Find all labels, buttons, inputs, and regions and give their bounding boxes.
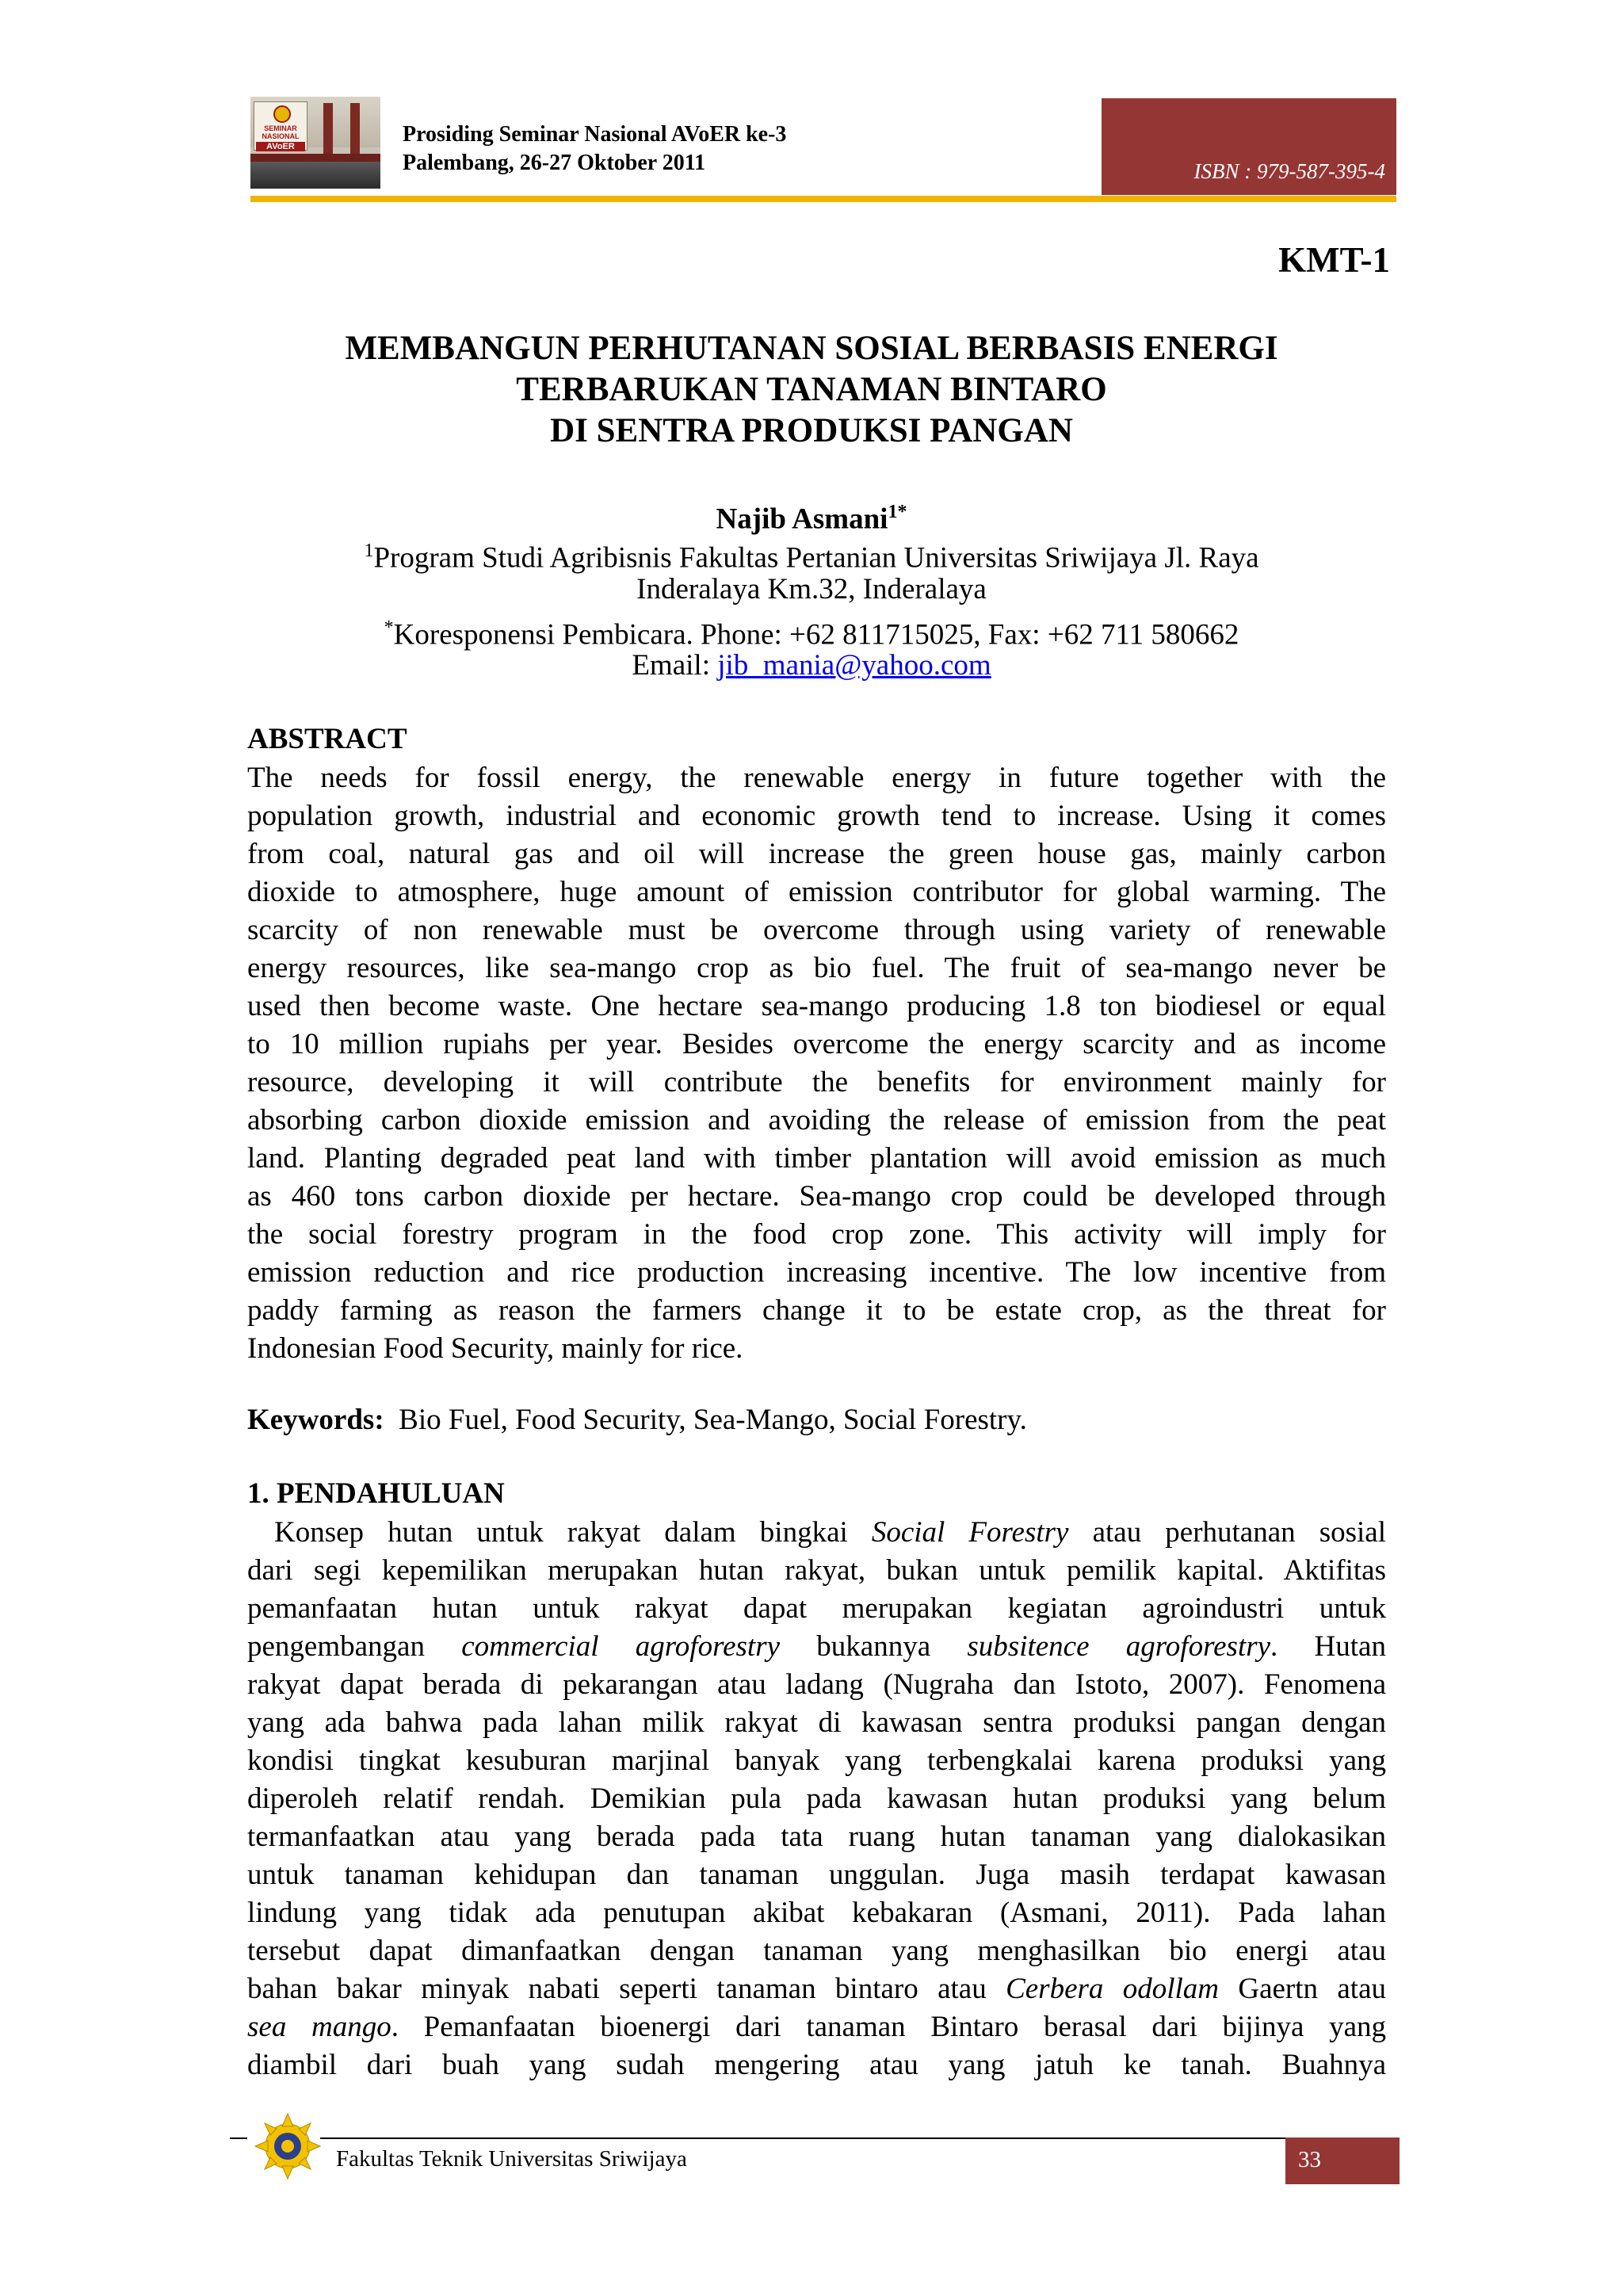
abstract-line: resource, developing it will contribute the benefits for environment mainly for [247, 1066, 1386, 1098]
affiliation-superscript: 1 [364, 541, 374, 561]
correspondence-superscript: * [384, 617, 394, 638]
keywords-line [247, 1401, 1027, 1439]
title-line-2: TERBARUKAN TANAMAN BINTARO [516, 371, 1107, 408]
keywords-label: Keywords: [247, 1404, 384, 1436]
email-line [0, 647, 1623, 685]
header-venue-date: Palembang, 26-27 Oktober 2011 [403, 151, 706, 175]
abstract-line: The needs for fossil energy, the renewable energy in future together with the [247, 762, 1386, 794]
section1-line-10: untuk tanaman kehidupan dan tanaman unggulan. Juga masih terdapat kawasan [247, 1859, 1386, 1891]
abstract-line: as 460 tons carbon dioxide per hectare. Sea-mango crop could be developed through [247, 1180, 1386, 1213]
author-superscript: 1* [888, 502, 907, 522]
correspondence-text: Koresponensi Pembicara. Phone: +62 811715025, Fax: +62 711 580662 [393, 618, 1239, 651]
badge-word: AVoER [256, 142, 305, 151]
abstract-line: energy resources, like sea-mango crop as bio fuel. The fruit of sea-mango never be [247, 952, 1386, 984]
abstract-line: emission reduction and rice production increasing incentive. The low incentive from [247, 1256, 1386, 1289]
university-logo-icon [252, 2111, 323, 2182]
abstract-line: paddy farming as reason the farmers change it to be estate crop, as the threat for [247, 1294, 1386, 1327]
section1-line-1: Konsep hutan untuk rakyat dalam bingkai Social Forestry atau perhutanan sosial [274, 1516, 1387, 1549]
isbn-box [1102, 98, 1396, 195]
section-heading-pendahuluan: 1. PENDAHULUAN [247, 1477, 505, 1510]
section1-line-14: sea mango. Pemanfaatan bioenergi dari tanaman Bintaro berasal dari bijinya yang [247, 2011, 1386, 2043]
title-line-3: DI SENTRA PRODUKSI PANGAN [550, 412, 1073, 449]
seminar-logo [250, 97, 380, 189]
section1-line-2: dari segi kepemilikan merupakan hutan rakyat, bukan untuk pemilik kapital. Aktifitas [247, 1554, 1386, 1587]
section1-line-13: bahan bakar minyak nabati seperti tanaman bintaro atau Cerbera odollam Gaertn atau [247, 1973, 1386, 2005]
section1-line-8: diperoleh relatif rendah. Demikian pula pada kawasan hutan produksi yang belum [247, 1782, 1386, 1815]
isbn-text: ISBN : 979-587-395-4 [1193, 159, 1385, 183]
section1-line-3: pemanfaatan hutan untuk rakyat dapat merupakan kegiatan agroindustri untuk [247, 1592, 1386, 1625]
header-proceedings-title: Prosiding Seminar Nasional AVoER ke-3 [403, 122, 787, 147]
section1-line-12: tersebut dapat dimanfaatkan dengan tanaman yang menghasilkan bio energi atau [247, 1935, 1386, 1967]
email-link[interactable]: jib_mania@yahoo.com [717, 649, 991, 682]
keywords-text: Bio Fuel, Food Security, Sea-Mango, Social Forestry. [399, 1404, 1027, 1436]
abstract-line: to 10 million rupiahs per year. Besides overcome the energy scarcity and as income [247, 1028, 1386, 1060]
section1-line-9: termanfaatkan atau yang berada pada tata ruang hutan tanaman yang dialokasikan [247, 1820, 1386, 1853]
abstract-line: population growth, industrial and economic growth tend to increase. Using it comes [247, 800, 1386, 832]
seminar-badge [254, 101, 307, 151]
abstract-line: the social forestry program in the food crop zone. This activity will imply for [247, 1218, 1386, 1251]
abstract-line: scarcity of non renewable must be overcome through using variety of renewable [247, 914, 1386, 946]
abstract-line: used then become waste. One hectare sea-mango producing 1.8 ton biodiesel or equal [247, 990, 1386, 1022]
abstract-line: absorbing carbon dioxide emission and avoiding the release of emission from the peat [247, 1104, 1386, 1137]
header-divider [250, 196, 1396, 202]
title-line-1: MEMBANGUN PERHUTANAN SOSIAL BERBASIS ENERGI [345, 330, 1278, 367]
author-name: Najib Asmani [716, 502, 888, 536]
abstract-line: land. Planting degraded peat land with timber plantation will avoid emission as much [247, 1142, 1386, 1175]
affiliation-text: Program Studi Agribisnis Fakultas Pertanian Universitas Sriwijaya Jl. Raya [373, 541, 1259, 575]
abstract-line: Indonesian Food Security, mainly for rice. [247, 1332, 743, 1365]
footer-divider [320, 2137, 1400, 2139]
abstract-line: from coal, natural gas and oil will increase the green house gas, mainly carbon [247, 838, 1386, 870]
section1-line-5: rakyat dapat berada di pekarangan atau ladang (Nugraha dan Istoto, 2007). Fenomena [247, 1668, 1386, 1701]
footer-institution: Fakultas Teknik Universitas Sriwijaya [336, 2146, 687, 2172]
footer-tick [230, 2137, 247, 2139]
abstract-heading: ABSTRACT [247, 723, 407, 755]
email-label: Email: [632, 649, 718, 682]
page-number: 33 [1298, 2147, 1321, 2172]
abstract-line: dioxide to atmosphere, huge amount of emission contributor for global warming. The [247, 876, 1386, 908]
section1-line-11: lindung yang tidak ada penutupan akibat kebakaran (Asmani, 2011). Pada lahan [247, 1897, 1386, 1929]
section1-line-4: pengembangan commercial agroforestry bukannya subsitence agroforestry. Hutan [247, 1630, 1386, 1663]
paper-code: KMT-1 [1278, 240, 1390, 280]
section1-line-15: diambil dari buah yang sudah mengering atau yang jatuh ke tanah. Buahnya [247, 2049, 1386, 2081]
badge-text: SEMINAR NASIONAL [262, 124, 300, 140]
affiliation-line-2: Inderalaya Km.32, Inderalaya [636, 573, 987, 606]
section1-line-6: yang ada bahwa pada lahan milik rakyat di kawasan sentra produksi pangan dengan [247, 1706, 1386, 1739]
section1-line-7: kondisi tingkat kesuburan marjinal banyak yang terbengkalai karena produksi yang [247, 1744, 1386, 1777]
